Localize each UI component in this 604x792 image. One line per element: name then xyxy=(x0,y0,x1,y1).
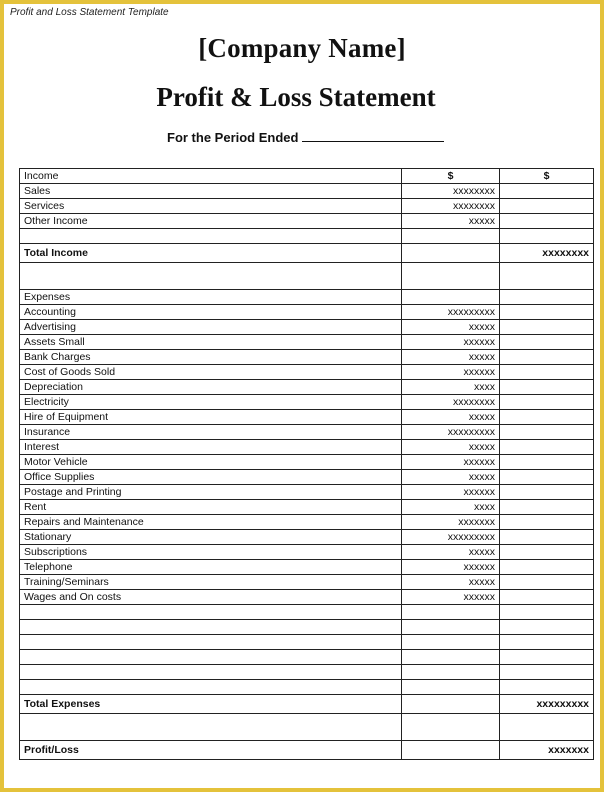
empty-label-cell[interactable] xyxy=(20,263,402,290)
income-header-row xyxy=(20,169,594,184)
expense-row xyxy=(20,305,594,320)
expense-total-cell[interactable] xyxy=(500,335,594,350)
expense-total-cell[interactable] xyxy=(500,395,594,410)
expenses-header-row xyxy=(20,290,594,305)
currency-col-1: $ xyxy=(402,169,500,184)
expense-row xyxy=(20,335,594,350)
income-row xyxy=(20,214,594,229)
empty-total-cell[interactable] xyxy=(500,635,594,650)
empty-amount-cell[interactable] xyxy=(402,620,500,635)
expense-row xyxy=(20,545,594,560)
empty-label-cell[interactable] xyxy=(20,665,402,680)
expense-amount[interactable]: xxxx xyxy=(402,380,500,395)
expense-label: Cost of Goods Sold xyxy=(20,365,402,380)
expense-amount[interactable]: xxxxxx xyxy=(402,485,500,500)
expense-total-cell[interactable] xyxy=(500,575,594,590)
expense-row xyxy=(20,350,594,365)
expense-total-cell[interactable] xyxy=(500,515,594,530)
empty-label-cell[interactable] xyxy=(20,229,402,244)
expense-total-cell[interactable] xyxy=(500,455,594,470)
expense-label: Telephone xyxy=(20,560,402,575)
profit-loss-row xyxy=(20,741,594,760)
expense-amount[interactable]: xxxxxx xyxy=(402,335,500,350)
expense-label: Assets Small xyxy=(20,335,402,350)
income-total-cell[interactable] xyxy=(500,184,594,199)
expense-total-cell[interactable] xyxy=(500,590,594,605)
profit-loss-label: Profit/Loss xyxy=(20,741,402,760)
empty-total-cell[interactable] xyxy=(500,714,594,741)
income-total-cell[interactable] xyxy=(500,199,594,214)
empty-label-cell[interactable] xyxy=(20,620,402,635)
period-label: For the Period Ended xyxy=(167,130,299,145)
expense-amount[interactable]: xxxxxxxxx xyxy=(402,530,500,545)
empty-row xyxy=(20,650,594,665)
expense-amount[interactable]: xxxxxx xyxy=(402,365,500,380)
empty-amount-cell[interactable] xyxy=(402,229,500,244)
empty-row xyxy=(20,229,594,244)
expense-amount[interactable]: xxxx xyxy=(402,500,500,515)
expense-total-cell[interactable] xyxy=(500,530,594,545)
expense-label: Motor Vehicle xyxy=(20,455,402,470)
company-name: [Company Name] xyxy=(198,33,406,63)
total-expenses-amount[interactable]: xxxxxxxxx xyxy=(500,695,594,714)
empty-total-cell[interactable] xyxy=(500,229,594,244)
empty-total-cell[interactable] xyxy=(500,605,594,620)
expense-row xyxy=(20,530,594,545)
empty-row xyxy=(20,680,594,695)
expense-total-cell[interactable] xyxy=(500,485,594,500)
empty-total-cell[interactable] xyxy=(500,665,594,680)
income-label: Sales xyxy=(20,184,402,199)
expense-row xyxy=(20,560,594,575)
total-income-blank[interactable] xyxy=(402,244,500,263)
expense-row xyxy=(20,365,594,380)
expense-amount[interactable]: xxxxx xyxy=(402,320,500,335)
empty-amount-cell[interactable] xyxy=(402,650,500,665)
expense-row xyxy=(20,455,594,470)
expense-row xyxy=(20,425,594,440)
empty-total-cell[interactable] xyxy=(500,620,594,635)
expense-label: Electricity xyxy=(20,395,402,410)
expense-amount[interactable]: xxxxxx xyxy=(402,455,500,470)
income-header: Income xyxy=(20,169,402,184)
expense-amount[interactable]: xxxxx xyxy=(402,410,500,425)
expense-label: Hire of Equipment xyxy=(20,410,402,425)
empty-label-cell[interactable] xyxy=(20,605,402,620)
expense-total-cell[interactable] xyxy=(500,470,594,485)
expense-label: Subscriptions xyxy=(20,545,402,560)
income-total-cell[interactable] xyxy=(500,214,594,229)
income-amount[interactable]: xxxxxxxx xyxy=(402,199,500,214)
expense-amount[interactable]: xxxxxxxx xyxy=(402,395,500,410)
period-blank[interactable] xyxy=(302,129,444,142)
expense-amount[interactable]: xxxxxxxxx xyxy=(402,305,500,320)
profit-loss-blank[interactable] xyxy=(402,741,500,760)
expense-total-cell[interactable] xyxy=(500,365,594,380)
expense-row xyxy=(20,380,594,395)
expense-label: Postage and Printing xyxy=(20,485,402,500)
expense-amount[interactable]: xxxxx xyxy=(402,350,500,365)
expense-total-cell[interactable] xyxy=(500,500,594,515)
total-expenses-row xyxy=(20,695,594,714)
empty-row xyxy=(20,714,594,741)
empty-label-cell[interactable] xyxy=(20,635,402,650)
income-label: Other Income xyxy=(20,214,402,229)
profit-loss-table xyxy=(19,168,594,760)
expense-label: Repairs and Maintenance xyxy=(20,515,402,530)
expense-total-cell[interactable] xyxy=(500,380,594,395)
expense-label: Accounting xyxy=(20,305,402,320)
empty-amount-cell[interactable] xyxy=(402,714,500,741)
expense-row xyxy=(20,500,594,515)
expense-label: Bank Charges xyxy=(20,350,402,365)
expense-label: Office Supplies xyxy=(20,470,402,485)
period-line xyxy=(167,129,444,145)
expense-label: Advertising xyxy=(20,320,402,335)
expense-total-cell[interactable] xyxy=(500,560,594,575)
empty-amount-cell[interactable] xyxy=(402,635,500,650)
expenses-header-blank[interactable] xyxy=(402,290,500,305)
empty-row xyxy=(20,635,594,650)
expense-amount[interactable]: xxxxxxx xyxy=(402,515,500,530)
expense-row xyxy=(20,485,594,500)
expense-label: Training/Seminars xyxy=(20,575,402,590)
expense-total-cell[interactable] xyxy=(500,350,594,365)
currency-col-2: $ xyxy=(500,169,594,184)
statement-title: Profit & Loss Statement xyxy=(156,82,436,112)
expense-amount[interactable]: xxxxxxxxx xyxy=(402,425,500,440)
expense-amount[interactable]: xxxxxx xyxy=(402,590,500,605)
expense-row xyxy=(20,470,594,485)
profit-loss-amount[interactable]: xxxxxxx xyxy=(500,741,594,760)
empty-amount-cell[interactable] xyxy=(402,263,500,290)
expense-label: Depreciation xyxy=(20,380,402,395)
expense-row xyxy=(20,515,594,530)
expense-amount[interactable]: xxxxx xyxy=(402,575,500,590)
empty-amount-cell[interactable] xyxy=(402,605,500,620)
expense-label: Interest xyxy=(20,440,402,455)
expense-total-cell[interactable] xyxy=(500,410,594,425)
expense-row xyxy=(20,395,594,410)
total-income-label: Total Income xyxy=(20,244,402,263)
expenses-header-blank[interactable] xyxy=(500,290,594,305)
empty-row xyxy=(20,605,594,620)
expense-row xyxy=(20,590,594,605)
empty-total-cell[interactable] xyxy=(500,650,594,665)
empty-amount-cell[interactable] xyxy=(402,680,500,695)
empty-label-cell[interactable] xyxy=(20,714,402,741)
expense-row xyxy=(20,320,594,335)
empty-row xyxy=(20,665,594,680)
total-income-amount[interactable]: xxxxxxxx xyxy=(500,244,594,263)
total-expenses-label: Total Expenses xyxy=(20,695,402,714)
empty-total-cell[interactable] xyxy=(500,263,594,290)
income-amount[interactable]: xxxxx xyxy=(402,214,500,229)
total-expenses-blank[interactable] xyxy=(402,695,500,714)
expense-amount[interactable]: xxxxxx xyxy=(402,560,500,575)
expenses-header: Expenses xyxy=(20,290,402,305)
income-row xyxy=(20,199,594,214)
empty-total-cell[interactable] xyxy=(500,680,594,695)
empty-label-cell[interactable] xyxy=(20,650,402,665)
expense-label: Wages and On costs xyxy=(20,590,402,605)
empty-row xyxy=(20,620,594,635)
income-label: Services xyxy=(20,199,402,214)
expense-amount[interactable]: xxxxx xyxy=(402,440,500,455)
empty-amount-cell[interactable] xyxy=(402,665,500,680)
template-tagline: Profit and Loss Statement Template xyxy=(10,7,169,18)
empty-label-cell[interactable] xyxy=(20,680,402,695)
expense-total-cell[interactable] xyxy=(500,545,594,560)
expense-label: Stationary xyxy=(20,530,402,545)
expense-total-cell[interactable] xyxy=(500,425,594,440)
empty-row xyxy=(20,263,594,290)
expense-total-cell[interactable] xyxy=(500,440,594,455)
total-income-row xyxy=(20,244,594,263)
expense-row xyxy=(20,440,594,455)
expense-amount[interactable]: xxxxx xyxy=(402,545,500,560)
expense-label: Insurance xyxy=(20,425,402,440)
expense-total-cell[interactable] xyxy=(500,305,594,320)
expense-total-cell[interactable] xyxy=(500,320,594,335)
income-row xyxy=(20,184,594,199)
expense-row xyxy=(20,410,594,425)
income-amount[interactable]: xxxxxxxx xyxy=(402,184,500,199)
expense-amount[interactable]: xxxxx xyxy=(402,470,500,485)
expense-label: Rent xyxy=(20,500,402,515)
expense-row xyxy=(20,575,594,590)
